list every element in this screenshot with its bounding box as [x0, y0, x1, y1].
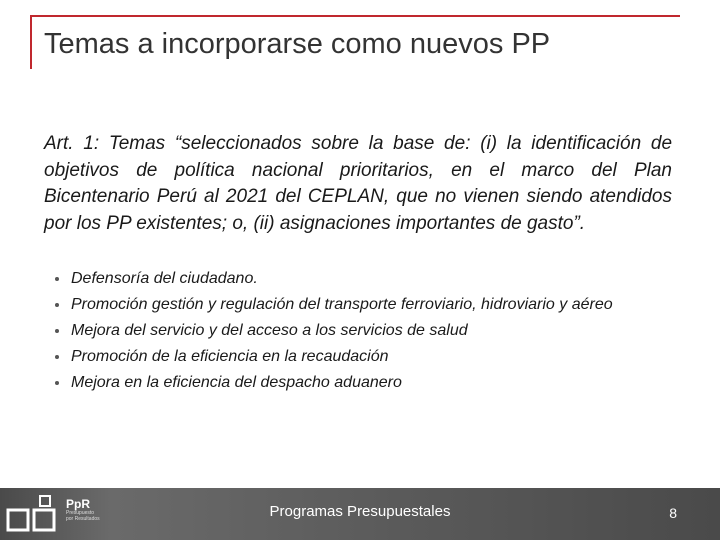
ppr-line1: Presupuesto	[66, 510, 95, 516]
list-item	[55, 294, 675, 315]
footer-caption: Programas Presupuestales	[269, 503, 451, 520]
ppr-line2: por Resultados	[66, 516, 100, 522]
article-label: Art. 1:	[44, 133, 100, 154]
bullet-icon	[55, 303, 59, 307]
bullet-icon	[55, 277, 59, 281]
ppr-logo-text	[66, 498, 100, 522]
bullet-icon	[55, 355, 59, 359]
list-item-text: Mejora del servicio y del acceso a los servicios de salud	[71, 322, 468, 339]
body-paragraph	[44, 131, 672, 237]
ppr-brand: PpR	[66, 497, 90, 511]
list-item-text: Promoción de la eficiencia en la recaudación	[71, 348, 389, 365]
list-item	[55, 346, 675, 367]
article-text: Temas “seleccionados sobre la base de: (i) la identificación de objetivos de política nacional prioritarios, en el marco del Plan Bicentenario Perú al 2021 del CEPLAN, que no vienen siendo atendidos por los PP existentes; o, (ii) asignaciones importantes de gasto”.	[44, 133, 673, 234]
list-item-text: Mejora en la eficiencia del despacho aduanero	[71, 374, 402, 391]
ppr-logo-icon	[6, 494, 62, 534]
bullet-icon	[55, 329, 59, 333]
topic-list	[55, 268, 675, 398]
list-item-text: Defensoría del ciudadano.	[71, 270, 258, 287]
ppr-logo	[0, 488, 112, 540]
bullet-icon	[55, 381, 59, 385]
list-item	[55, 372, 675, 393]
list-item-text: Promoción gestión y regulación del transporte ferroviario, hidroviario y aéreo	[71, 296, 613, 313]
list-item	[55, 320, 675, 341]
slide-title: Temas a incorporarse como nuevos PP	[44, 28, 551, 60]
list-item	[55, 268, 675, 289]
footer-bar	[0, 488, 720, 540]
page-number: 8	[669, 505, 677, 521]
